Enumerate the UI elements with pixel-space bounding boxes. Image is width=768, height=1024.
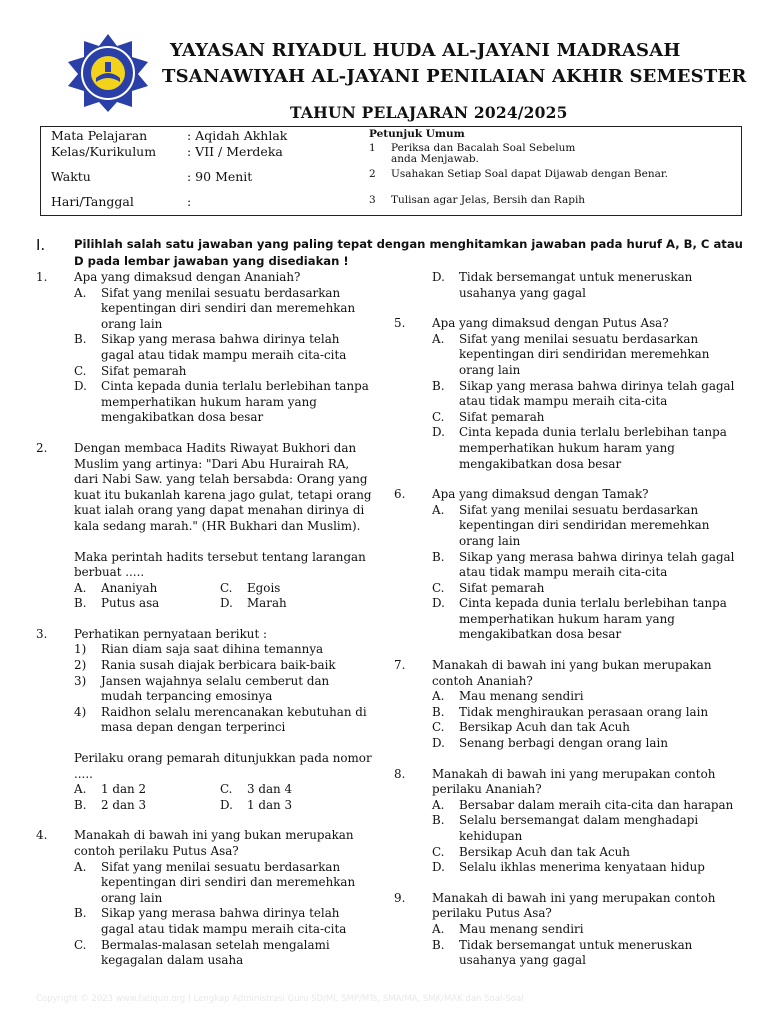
option-text: Bersikap Acuh dan tak Acuh <box>459 844 630 859</box>
question-text: Manakah di bawah ini yang bukan merupakan contoh Ananiah? <box>432 658 712 688</box>
option-letter: D. <box>432 736 445 751</box>
question-number: 2. <box>36 440 48 455</box>
statement-text: Jansen wajahnya selalu cemberut dan mudah terpancing emosinya <box>101 673 330 704</box>
option-d[interactable] <box>432 860 742 876</box>
question-text: Perhatikan pernyataan berikut : <box>74 626 268 641</box>
option-c[interactable] <box>74 364 372 380</box>
option-c[interactable] <box>74 938 372 969</box>
option-b[interactable] <box>432 705 742 721</box>
option-text: Sifat pemarah <box>459 580 545 595</box>
option-a[interactable] <box>74 860 372 907</box>
option-letter: A. <box>432 921 445 936</box>
question-3 <box>36 627 372 814</box>
option-text: Ananiyah <box>101 580 158 595</box>
value-hari-tanggal: : <box>187 194 192 209</box>
question-7 <box>394 658 742 752</box>
question-prompt: Maka perintah hadits tersebut tentang larangan berbuat ..... <box>74 549 366 580</box>
option-letter: C. <box>74 937 87 952</box>
option-grid <box>74 782 372 813</box>
section-number: I. <box>36 236 46 254</box>
option-a[interactable] <box>74 581 220 597</box>
option-d[interactable] <box>432 596 742 643</box>
option-text: Sifat pemarah <box>459 409 545 424</box>
option-text: Mau menang sendiri <box>459 689 584 704</box>
question-number: 7. <box>394 658 406 673</box>
option-text: Tidak menghiraukan perasaan orang lain <box>459 704 709 719</box>
label-waktu: Waktu <box>51 169 91 184</box>
option-c[interactable] <box>432 845 742 861</box>
option-letter: D. <box>432 270 445 284</box>
option-letter: B. <box>74 797 87 812</box>
option-b[interactable] <box>432 938 742 969</box>
option-letter: C. <box>432 580 445 595</box>
option-a[interactable] <box>432 798 742 814</box>
statement-text: Raidhon selalu merencanakan kebutuhan di masa depan dengan terperinci <box>101 704 367 735</box>
option-text: Sikap yang merasa bahwa dirinya telah gagal atau tidak mampu meraih cita-cita <box>459 549 735 580</box>
question-5 <box>394 316 742 472</box>
statement-number: 1) <box>74 642 87 657</box>
option-letter: A. <box>74 285 87 300</box>
option-c[interactable] <box>220 581 366 597</box>
option-d[interactable] <box>432 270 742 301</box>
option-text: 1 dan 2 <box>101 782 147 797</box>
option-a[interactable] <box>432 332 742 379</box>
statement-number: 2) <box>74 658 87 673</box>
option-letter: A. <box>432 331 445 346</box>
label-hari-tanggal: Hari/Tanggal <box>51 194 134 209</box>
option-text: Egois <box>247 580 281 595</box>
option-d[interactable] <box>220 596 366 612</box>
option-letter: C. <box>432 844 445 859</box>
option-letter: B. <box>74 596 87 611</box>
option-letter: B. <box>74 906 87 921</box>
option-letter: A. <box>74 580 87 595</box>
petunjuk-text-1b: anda Menjawab. <box>391 153 479 165</box>
option-text: Sifat yang menilai sesuatu berdasarkan kepentingan diri sendiridan meremehkan orang lain <box>459 502 710 548</box>
option-text: Cinta kepada dunia terlalu berlebihan tanpa memperhatikan hukum haram yang mengakibatkan dosa besar <box>459 425 727 471</box>
option-letter: D. <box>220 797 233 812</box>
statement-text: Rian diam saja saat dihina temannya <box>101 642 324 657</box>
value-waktu: : 90 Menit <box>187 169 253 184</box>
option-a[interactable] <box>432 503 742 550</box>
option-letter: A. <box>74 859 87 874</box>
option-text: Sikap yang merasa bahwa dirinya telah gagal atau tidak mampu meraih cita-cita <box>101 906 347 936</box>
header-line-2: TSANAWIYAH AL-JAYANI PENILAIAN AKHIR SEMESTER <box>162 66 747 87</box>
question-text: Dengan membaca Hadits Riwayat Bukhori dan Muslim yang artinya: "Dari Abu Hurairah RA, dari Nabi Saw. yang telah bersabda: Orang yang kuat itu bukanlah karena jago gulat, tetapi orang kuat ialah orang yang dapat menahan dirinya di kala sedang marah." (HR Bukhari dan Muslim). <box>74 440 372 533</box>
option-text: Selalu ikhlas menerima kenyataan hidup <box>459 860 705 875</box>
option-text: Sifat yang menilai sesuatu berdasarkan kepentingan diri sendiri dan meremehkan orang lain <box>101 859 356 905</box>
option-d[interactable] <box>220 798 366 814</box>
question-text: Manakah di bawah ini yang merupakan contoh perilaku Putus Asa? <box>432 890 716 921</box>
question-6 <box>394 487 742 643</box>
option-text: Sikap yang merasa bahwa dirinya telah gagal atau tidak mampu meraih cita-cita <box>459 378 735 409</box>
option-text: Sifat pemarah <box>101 363 187 378</box>
option-a[interactable] <box>74 286 372 333</box>
statement-item-2 <box>74 658 372 674</box>
option-b[interactable] <box>74 332 372 363</box>
school-logo <box>60 32 156 112</box>
option-letter: D. <box>432 860 445 875</box>
option-text: Bersikap Acuh dan tak Acuh <box>459 720 630 735</box>
option-letter: D. <box>432 425 445 440</box>
left-column <box>36 270 372 984</box>
question-number: 4. <box>36 828 48 843</box>
option-letter: C. <box>220 580 233 595</box>
option-a[interactable] <box>432 922 742 938</box>
section-instruction <box>36 236 748 270</box>
petunjuk-num-3: 3 <box>369 194 376 206</box>
option-c[interactable] <box>432 410 742 426</box>
question-1 <box>36 270 372 426</box>
question-number: 8. <box>394 766 406 781</box>
option-text: Tidak bersemangat untuk meneruskan usahanya yang gagal <box>459 937 693 968</box>
statement-item-4 <box>74 705 372 736</box>
option-d[interactable] <box>74 379 372 426</box>
option-letter: A. <box>432 502 445 517</box>
statement-item-3 <box>74 674 372 705</box>
exam-info-box <box>40 126 742 216</box>
option-letter: A. <box>74 782 87 797</box>
header-line-3: TAHUN PELAJARAN 2024/2025 <box>290 103 568 122</box>
option-b[interactable] <box>74 906 372 937</box>
option-letter: D. <box>432 596 445 611</box>
option-a[interactable] <box>74 782 220 798</box>
statement-number: 4) <box>74 704 87 719</box>
option-letter: B. <box>432 937 445 952</box>
option-text: Putus asa <box>101 596 160 611</box>
value-kelas: : VII / Merdeka <box>187 144 283 159</box>
question-number: 3. <box>36 626 48 641</box>
question-number: 1. <box>36 270 48 284</box>
statement-item-1 <box>74 642 372 658</box>
option-d[interactable] <box>432 736 742 752</box>
question-text: Manakah di bawah ini yang bukan merupakan contoh perilaku Putus Asa? <box>74 828 354 858</box>
question-text: Apa yang dimaksud dengan Ananiah? <box>74 270 301 284</box>
petunjuk-num-1: 1 <box>369 142 376 154</box>
option-letter: C. <box>432 720 445 735</box>
section-instruction-text: Pilihlah salah satu jawaban yang paling tepat dengan menghitamkan jawaban pada huruf A, B, C atau D pada lembar jawaban yang disediakan ! <box>74 237 743 268</box>
option-letter: B. <box>432 704 445 719</box>
option-text: Tidak bersemangat untuk meneruskan usahanya yang gagal <box>459 270 693 300</box>
option-b[interactable] <box>432 813 742 844</box>
statement-number: 3) <box>74 673 87 688</box>
petunjuk-text-2: Usahakan Setiap Soal dapat Dijawab dengan Benar. <box>391 168 669 180</box>
right-column <box>394 270 742 984</box>
label-kelas: Kelas/Kurikulum <box>51 144 157 159</box>
petunjuk-title: Petunjuk Umum <box>369 128 465 140</box>
question-4 <box>36 828 372 968</box>
option-letter: D. <box>74 379 87 394</box>
question-9 <box>394 891 742 969</box>
question-text: Apa yang dimaksud dengan Putus Asa? <box>432 316 669 331</box>
value-mata-pelajaran: : Aqidah Akhlak <box>187 128 288 143</box>
option-d[interactable] <box>432 425 742 472</box>
question-prompt: Perilaku orang pemarah ditunjukkan pada nomor ..... <box>74 751 372 781</box>
option-text: Marah <box>247 596 287 611</box>
footer-watermark: Copyright © 2023 www.fatiqun.org | Lengkap Administrasi Guru SD/MI, SMP/MTs, SMA/MA, SMK/MAK dan Soal-Soal <box>36 994 524 1004</box>
petunjuk-num-2: 2 <box>369 168 376 180</box>
label-mata-pelajaran: Mata Pelajaran <box>51 128 148 143</box>
option-b[interactable] <box>432 550 742 581</box>
option-letter: C. <box>432 409 445 424</box>
option-text: Sifat yang menilai sesuatu berdasarkan kepentingan diri sendiri dan meremehkan orang lain <box>101 285 356 331</box>
option-grid <box>74 581 372 612</box>
petunjuk-text-1: Periksa dan Bacalah Soal Sebelum <box>391 142 576 154</box>
option-letter: C. <box>220 782 233 797</box>
option-b[interactable] <box>432 379 742 410</box>
option-text: Sikap yang merasa bahwa dirinya telah gagal atau tidak mampu meraih cita-cita <box>101 332 347 362</box>
option-text: 1 dan 3 <box>247 797 293 812</box>
option-letter: D. <box>220 596 233 611</box>
question-text: Apa yang dimaksud dengan Tamak? <box>432 487 649 502</box>
option-text: 3 dan 4 <box>247 782 293 797</box>
question-number: 5. <box>394 316 406 331</box>
question-number: 9. <box>394 890 406 905</box>
option-text: Bermalas-malasan setelah mengalami kegagalan dalam usaha <box>101 937 330 968</box>
question-4-continued <box>394 270 742 301</box>
question-2 <box>36 441 372 612</box>
option-letter: A. <box>432 689 445 704</box>
option-text: Cinta kepada dunia terlalu berlebihan tanpa memperhatikan hukum haram yang mengakibatkan dosa besar <box>101 379 369 425</box>
question-8 <box>394 767 742 876</box>
option-c[interactable] <box>432 720 742 736</box>
petunjuk-text-3: Tulisan agar Jelas, Bersih dan Rapih <box>391 194 586 206</box>
header-line-1: YAYASAN RIYADUL HUDA AL-JAYANI MADRASAH <box>170 40 681 61</box>
option-letter: B. <box>74 332 87 347</box>
option-text: Bersabar dalam meraih cita-cita dan harapan <box>459 797 734 812</box>
option-text: Cinta kepada dunia terlalu berlebihan tanpa memperhatikan hukum haram yang mengakibatkan dosa besar <box>459 596 727 642</box>
option-text: Sifat yang menilai sesuatu berdasarkan kepentingan diri sendiridan meremehkan orang lain <box>459 331 710 377</box>
question-text: Manakah di bawah ini yang merupakan contoh perilaku Ananiah? <box>432 766 716 797</box>
option-letter: B. <box>432 813 445 828</box>
option-letter: B. <box>432 549 445 564</box>
option-b[interactable] <box>74 596 220 612</box>
option-letter: C. <box>74 363 87 378</box>
option-text: 2 dan 3 <box>101 797 147 812</box>
question-number: 6. <box>394 487 406 502</box>
option-letter: A. <box>432 797 445 812</box>
option-c[interactable] <box>432 581 742 597</box>
option-text: Mau menang sendiri <box>459 921 584 936</box>
option-text: Selalu bersemangat dalam menghadapi kehidupan <box>459 813 699 843</box>
option-text: Senang berbagi dengan orang lain <box>459 736 668 751</box>
statement-text: Rania susah diajak berbicara baik-baik <box>101 658 336 673</box>
option-c[interactable] <box>220 782 366 798</box>
option-a[interactable] <box>432 689 742 705</box>
option-letter: B. <box>432 378 445 393</box>
option-b[interactable] <box>74 798 220 814</box>
